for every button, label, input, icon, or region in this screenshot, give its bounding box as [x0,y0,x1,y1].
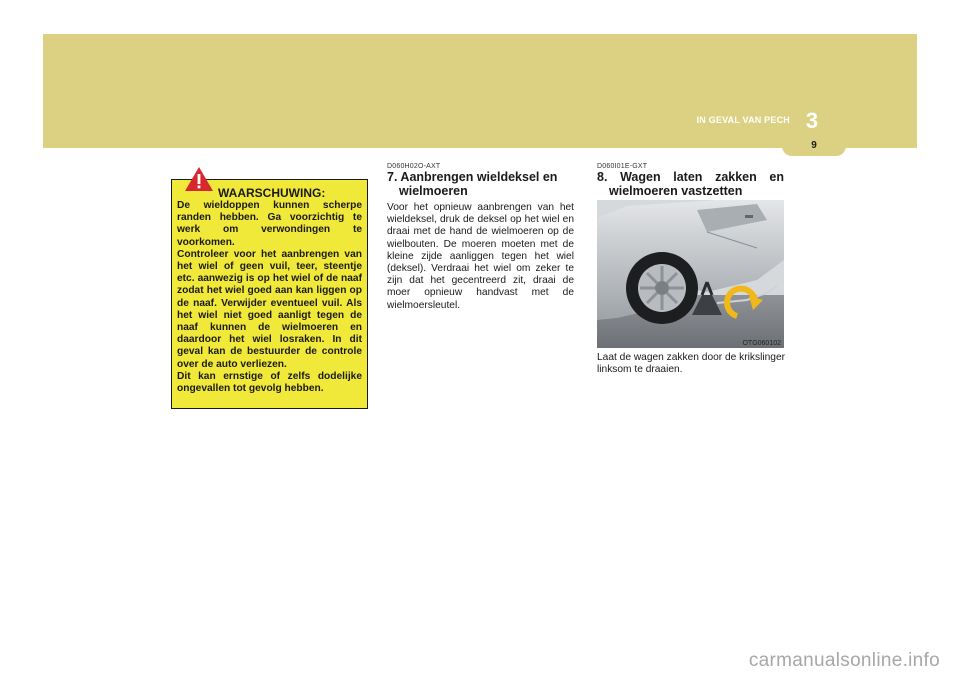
image-code: OTG060102 [742,340,781,347]
section-name: IN GEVAL VAN PECH [696,115,790,125]
section-8-heading: 8. Wagen laten zakken en wielmoeren vastzetten [597,170,784,198]
photo-caption: Laat de wagen zakken door de krikslinger linksom te draaien. [597,352,786,376]
warning-box [171,179,368,409]
section-7-code: D060H02O-AXT [387,163,441,170]
car-jack-illustration [597,200,784,348]
section-7-heading: 7. Aanbrengen wieldeksel en wielmoeren [387,170,558,198]
page-number: 9 [811,140,817,151]
car-jack-photo [597,200,784,348]
warning-text: De wieldoppen kunnen scherpe randen hebben. Ga voorzichtig te werk om verwondingen te voorkomen. Controleer voor het aanbrengen van het wiel of geen vuil, teer, steentje etc. aanwezig is op het wiel of de naaf zodat het wiel goed aan kan liggen op de naaf. Verwijder eventueel vuil. Als het wiel niet goed aanligt tegen de naaf kunnen de wielmoeren en daardoor het wiel losraken. In dit geval kan de bestuurder de controle over de auto verliezen. Dit kan ernstige of zelfs dodelijke ongevallen tot gevolg hebben. [177,200,362,395]
chapter-number: 3 [805,108,819,133]
section-8 [597,163,784,198]
warning-title: WAARSCHUWING: [218,186,326,200]
header-band [43,34,917,148]
section-7 [387,163,574,312]
watermark: carmanualsonline.info [748,650,940,671]
section-7-body: Voor het opnieuw aanbrengen van het wieldeksel, druk de deksel op het wiel en draai met de hand de wielmoeren op de wielbouten. De moeren moeten met de kleine zijde aanliggen tegen het wiel (deksel). Verdraai het wiel om zeker te zijn dat het gecentreerd zit, draai de moer opnieuw handvast met de wielmoersleutel. [387,202,574,311]
exclamation-triangle-icon [184,166,214,192]
section-8-code: D060I01E-GXT [597,163,648,170]
